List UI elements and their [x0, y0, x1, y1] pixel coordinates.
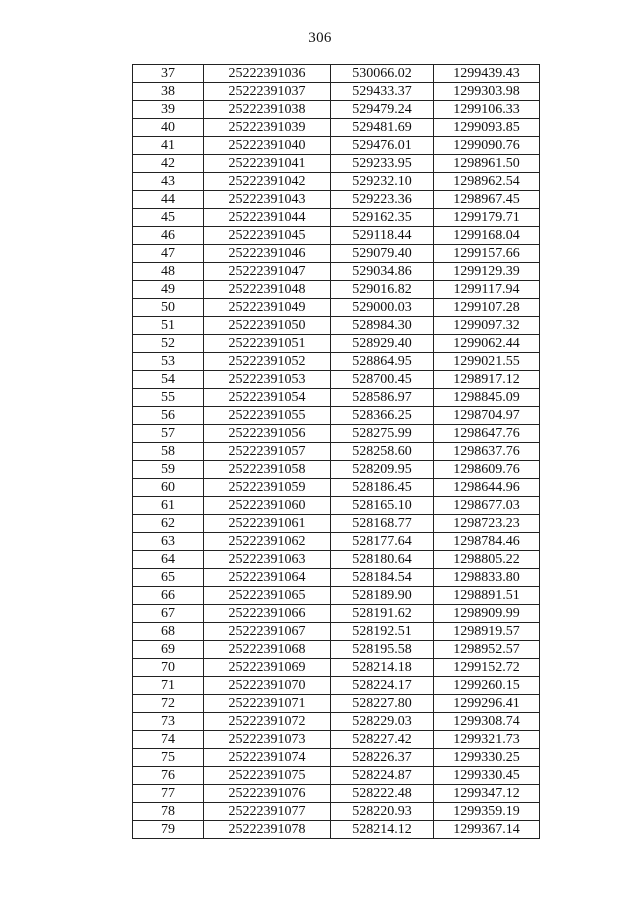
- point-id-cell: 25222391057: [204, 443, 331, 461]
- coordinates-table: [132, 64, 540, 839]
- row-number-cell: 52: [133, 335, 204, 353]
- row-number-cell: 57: [133, 425, 204, 443]
- point-id-cell: 25222391053: [204, 371, 331, 389]
- y-coordinate-cell: 1298704.97: [434, 407, 540, 425]
- point-id-cell: 25222391045: [204, 227, 331, 245]
- point-id-cell: 25222391064: [204, 569, 331, 587]
- y-coordinate-cell: 1298644.96: [434, 479, 540, 497]
- point-id-cell: 25222391041: [204, 155, 331, 173]
- row-number-cell: 54: [133, 371, 204, 389]
- x-coordinate-cell: 529233.95: [331, 155, 434, 173]
- row-number-cell: 53: [133, 353, 204, 371]
- y-coordinate-cell: 1299107.28: [434, 299, 540, 317]
- x-coordinate-cell: 529476.01: [331, 137, 434, 155]
- row-number-cell: 75: [133, 749, 204, 767]
- row-number-cell: 43: [133, 173, 204, 191]
- y-coordinate-cell: 1299439.43: [434, 65, 540, 83]
- row-number-cell: 51: [133, 317, 204, 335]
- y-coordinate-cell: 1298917.12: [434, 371, 540, 389]
- point-id-cell: 25222391038: [204, 101, 331, 119]
- row-number-cell: 67: [133, 605, 204, 623]
- x-coordinate-cell: 528227.80: [331, 695, 434, 713]
- row-number-cell: 58: [133, 443, 204, 461]
- point-id-cell: 25222391049: [204, 299, 331, 317]
- row-number-cell: 66: [133, 587, 204, 605]
- x-coordinate-cell: 529016.82: [331, 281, 434, 299]
- row-number-cell: 74: [133, 731, 204, 749]
- table-row: [133, 551, 540, 569]
- row-number-cell: 41: [133, 137, 204, 155]
- point-id-cell: 25222391073: [204, 731, 331, 749]
- point-id-cell: 25222391066: [204, 605, 331, 623]
- y-coordinate-cell: 1298967.45: [434, 191, 540, 209]
- row-number-cell: 59: [133, 461, 204, 479]
- y-coordinate-cell: 1299097.32: [434, 317, 540, 335]
- row-number-cell: 46: [133, 227, 204, 245]
- point-id-cell: 25222391075: [204, 767, 331, 785]
- y-coordinate-cell: 1299260.15: [434, 677, 540, 695]
- y-coordinate-cell: 1298723.23: [434, 515, 540, 533]
- table-row: [133, 245, 540, 263]
- x-coordinate-cell: 529034.86: [331, 263, 434, 281]
- x-coordinate-cell: 528186.45: [331, 479, 434, 497]
- x-coordinate-cell: 529079.40: [331, 245, 434, 263]
- row-number-cell: 65: [133, 569, 204, 587]
- x-coordinate-cell: 529433.37: [331, 83, 434, 101]
- x-coordinate-cell: 528700.45: [331, 371, 434, 389]
- table-row: [133, 713, 540, 731]
- row-number-cell: 42: [133, 155, 204, 173]
- table-row: [133, 659, 540, 677]
- table-row: [133, 353, 540, 371]
- point-id-cell: 25222391043: [204, 191, 331, 209]
- table-row: [133, 227, 540, 245]
- x-coordinate-cell: 528222.48: [331, 785, 434, 803]
- table-row: [133, 515, 540, 533]
- y-coordinate-cell: 1298609.76: [434, 461, 540, 479]
- x-coordinate-cell: 529118.44: [331, 227, 434, 245]
- row-number-cell: 69: [133, 641, 204, 659]
- row-number-cell: 64: [133, 551, 204, 569]
- point-id-cell: 25222391062: [204, 533, 331, 551]
- y-coordinate-cell: 1298677.03: [434, 497, 540, 515]
- x-coordinate-cell: 528227.42: [331, 731, 434, 749]
- x-coordinate-cell: 528195.58: [331, 641, 434, 659]
- row-number-cell: 68: [133, 623, 204, 641]
- y-coordinate-cell: 1299152.72: [434, 659, 540, 677]
- x-coordinate-cell: 528929.40: [331, 335, 434, 353]
- x-coordinate-cell: 528177.64: [331, 533, 434, 551]
- y-coordinate-cell: 1298961.50: [434, 155, 540, 173]
- table-row: [133, 173, 540, 191]
- point-id-cell: 25222391050: [204, 317, 331, 335]
- table-row: [133, 263, 540, 281]
- point-id-cell: 25222391048: [204, 281, 331, 299]
- row-number-cell: 48: [133, 263, 204, 281]
- y-coordinate-cell: 1299330.25: [434, 749, 540, 767]
- point-id-cell: 25222391051: [204, 335, 331, 353]
- y-coordinate-cell: 1298647.76: [434, 425, 540, 443]
- row-number-cell: 55: [133, 389, 204, 407]
- table-row: [133, 695, 540, 713]
- table-row: [133, 425, 540, 443]
- point-id-cell: 25222391055: [204, 407, 331, 425]
- point-id-cell: 25222391078: [204, 821, 331, 839]
- point-id-cell: 25222391042: [204, 173, 331, 191]
- page-number: 306: [308, 30, 332, 46]
- row-number-cell: 47: [133, 245, 204, 263]
- point-id-cell: 25222391052: [204, 353, 331, 371]
- table-row: [133, 533, 540, 551]
- x-coordinate-cell: 529162.35: [331, 209, 434, 227]
- table-row: [133, 209, 540, 227]
- point-id-cell: 25222391068: [204, 641, 331, 659]
- table-row: [133, 155, 540, 173]
- row-number-cell: 63: [133, 533, 204, 551]
- row-number-cell: 77: [133, 785, 204, 803]
- point-id-cell: 25222391056: [204, 425, 331, 443]
- table-row: [133, 443, 540, 461]
- table-row: [133, 605, 540, 623]
- point-id-cell: 25222391036: [204, 65, 331, 83]
- table-row: [133, 299, 540, 317]
- row-number-cell: 60: [133, 479, 204, 497]
- x-coordinate-cell: 528184.54: [331, 569, 434, 587]
- point-id-cell: 25222391070: [204, 677, 331, 695]
- y-coordinate-cell: 1298845.09: [434, 389, 540, 407]
- y-coordinate-cell: 1299359.19: [434, 803, 540, 821]
- table-row: [133, 569, 540, 587]
- row-number-cell: 78: [133, 803, 204, 821]
- y-coordinate-cell: 1299117.94: [434, 281, 540, 299]
- row-number-cell: 50: [133, 299, 204, 317]
- x-coordinate-cell: 528366.25: [331, 407, 434, 425]
- y-coordinate-cell: 1298891.51: [434, 587, 540, 605]
- y-coordinate-cell: 1299303.98: [434, 83, 540, 101]
- point-id-cell: 25222391074: [204, 749, 331, 767]
- row-number-cell: 72: [133, 695, 204, 713]
- point-id-cell: 25222391040: [204, 137, 331, 155]
- row-number-cell: 38: [133, 83, 204, 101]
- table-row: [133, 281, 540, 299]
- y-coordinate-cell: 1299093.85: [434, 119, 540, 137]
- x-coordinate-cell: 528191.62: [331, 605, 434, 623]
- table-row: [133, 641, 540, 659]
- x-coordinate-cell: 528226.37: [331, 749, 434, 767]
- row-number-cell: 71: [133, 677, 204, 695]
- table-row: [133, 479, 540, 497]
- point-id-cell: 25222391058: [204, 461, 331, 479]
- y-coordinate-cell: 1299157.66: [434, 245, 540, 263]
- point-id-cell: 25222391061: [204, 515, 331, 533]
- x-coordinate-cell: 528165.10: [331, 497, 434, 515]
- table-row: [133, 335, 540, 353]
- row-number-cell: 37: [133, 65, 204, 83]
- y-coordinate-cell: 1299106.33: [434, 101, 540, 119]
- table-row: [133, 785, 540, 803]
- point-id-cell: 25222391060: [204, 497, 331, 515]
- y-coordinate-cell: 1298637.76: [434, 443, 540, 461]
- table-row: [133, 191, 540, 209]
- x-coordinate-cell: 529232.10: [331, 173, 434, 191]
- y-coordinate-cell: 1299129.39: [434, 263, 540, 281]
- point-id-cell: 25222391067: [204, 623, 331, 641]
- point-id-cell: 25222391047: [204, 263, 331, 281]
- y-coordinate-cell: 1299090.76: [434, 137, 540, 155]
- y-coordinate-cell: 1299367.14: [434, 821, 540, 839]
- point-id-cell: 25222391059: [204, 479, 331, 497]
- row-number-cell: 49: [133, 281, 204, 299]
- x-coordinate-cell: 528984.30: [331, 317, 434, 335]
- table-row: [133, 461, 540, 479]
- x-coordinate-cell: 529479.24: [331, 101, 434, 119]
- x-coordinate-cell: 528224.87: [331, 767, 434, 785]
- table-row: [133, 767, 540, 785]
- table-row: [133, 803, 540, 821]
- x-coordinate-cell: 529000.03: [331, 299, 434, 317]
- row-number-cell: 61: [133, 497, 204, 515]
- x-coordinate-cell: 528220.93: [331, 803, 434, 821]
- row-number-cell: 56: [133, 407, 204, 425]
- y-coordinate-cell: 1299330.45: [434, 767, 540, 785]
- x-coordinate-cell: 528209.95: [331, 461, 434, 479]
- y-coordinate-cell: 1298805.22: [434, 551, 540, 569]
- y-coordinate-cell: 1298833.80: [434, 569, 540, 587]
- table-row: [133, 137, 540, 155]
- y-coordinate-cell: 1298952.57: [434, 641, 540, 659]
- table-row: [133, 371, 540, 389]
- y-coordinate-cell: 1298784.46: [434, 533, 540, 551]
- x-coordinate-cell: 528189.90: [331, 587, 434, 605]
- point-id-cell: 25222391046: [204, 245, 331, 263]
- table-row: [133, 83, 540, 101]
- point-id-cell: 25222391044: [204, 209, 331, 227]
- point-id-cell: 25222391076: [204, 785, 331, 803]
- point-id-cell: 25222391077: [204, 803, 331, 821]
- row-number-cell: 62: [133, 515, 204, 533]
- x-coordinate-cell: 528214.18: [331, 659, 434, 677]
- table-row: [133, 65, 540, 83]
- row-number-cell: 70: [133, 659, 204, 677]
- point-id-cell: 25222391054: [204, 389, 331, 407]
- point-id-cell: 25222391071: [204, 695, 331, 713]
- table-row: [133, 731, 540, 749]
- x-coordinate-cell: 528864.95: [331, 353, 434, 371]
- x-coordinate-cell: 528258.60: [331, 443, 434, 461]
- row-number-cell: 40: [133, 119, 204, 137]
- x-coordinate-cell: 528214.12: [331, 821, 434, 839]
- row-number-cell: 73: [133, 713, 204, 731]
- y-coordinate-cell: 1299347.12: [434, 785, 540, 803]
- table-row: [133, 623, 540, 641]
- point-id-cell: 25222391039: [204, 119, 331, 137]
- y-coordinate-cell: 1299321.73: [434, 731, 540, 749]
- point-id-cell: 25222391063: [204, 551, 331, 569]
- y-coordinate-cell: 1299062.44: [434, 335, 540, 353]
- x-coordinate-cell: 528168.77: [331, 515, 434, 533]
- row-number-cell: 39: [133, 101, 204, 119]
- table-row: [133, 587, 540, 605]
- x-coordinate-cell: 530066.02: [331, 65, 434, 83]
- x-coordinate-cell: 528224.17: [331, 677, 434, 695]
- x-coordinate-cell: 529223.36: [331, 191, 434, 209]
- y-coordinate-cell: 1298909.99: [434, 605, 540, 623]
- x-coordinate-cell: 528586.97: [331, 389, 434, 407]
- table-row: [133, 749, 540, 767]
- table-row: [133, 821, 540, 839]
- point-id-cell: 25222391072: [204, 713, 331, 731]
- table-row: [133, 677, 540, 695]
- row-number-cell: 45: [133, 209, 204, 227]
- y-coordinate-cell: 1299168.04: [434, 227, 540, 245]
- row-number-cell: 76: [133, 767, 204, 785]
- x-coordinate-cell: 529481.69: [331, 119, 434, 137]
- y-coordinate-cell: 1298962.54: [434, 173, 540, 191]
- y-coordinate-cell: 1298919.57: [434, 623, 540, 641]
- coordinates-table-body: [133, 65, 540, 839]
- point-id-cell: 25222391037: [204, 83, 331, 101]
- y-coordinate-cell: 1299179.71: [434, 209, 540, 227]
- table-row: [133, 389, 540, 407]
- table-row: [133, 317, 540, 335]
- y-coordinate-cell: 1299296.41: [434, 695, 540, 713]
- row-number-cell: 44: [133, 191, 204, 209]
- point-id-cell: 25222391065: [204, 587, 331, 605]
- row-number-cell: 79: [133, 821, 204, 839]
- y-coordinate-cell: 1299021.55: [434, 353, 540, 371]
- x-coordinate-cell: 528229.03: [331, 713, 434, 731]
- x-coordinate-cell: 528192.51: [331, 623, 434, 641]
- table-row: [133, 101, 540, 119]
- x-coordinate-cell: 528180.64: [331, 551, 434, 569]
- table-row: [133, 119, 540, 137]
- x-coordinate-cell: 528275.99: [331, 425, 434, 443]
- table-row: [133, 407, 540, 425]
- point-id-cell: 25222391069: [204, 659, 331, 677]
- table-row: [133, 497, 540, 515]
- y-coordinate-cell: 1299308.74: [434, 713, 540, 731]
